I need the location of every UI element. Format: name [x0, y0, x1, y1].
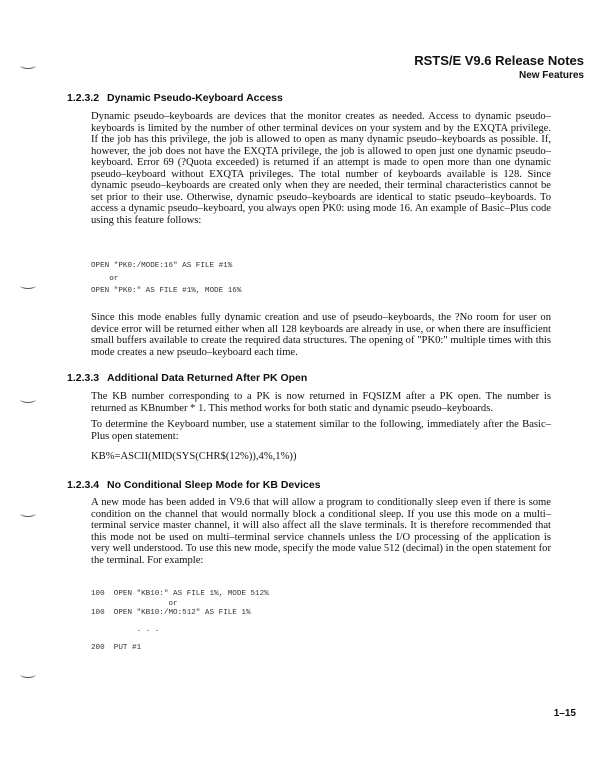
- header-title: RSTS/E V9.6 Release Notes: [414, 53, 584, 68]
- code-line: 100 OPEN "KB10:/MO:512" AS FILE 1%: [91, 609, 251, 617]
- paragraph: Since this mode enables fully dynamic creation and use of pseudo–keyboards, the ?No room for user on device error will be returned either when all 128 keyboards are already in use, or when there are insufficient small buffers available to create the required data structures. The opening of "PK0:" multiple times with this mode creates a new pseudo–keyboard each time.: [91, 312, 551, 358]
- code-line: OPEN "PK0:" AS FILE #1%, MODE 16%: [91, 287, 242, 295]
- paragraph: Dynamic pseudo–keyboards are devices that the monitor creates as needed. Access to dynamic pseudo–keyboards is limited by the number of other terminal devices on your system and by the EXQTA privilege. If the job has this privilege, the job is allowed to open as many dynamic pseudo–keyboards as possible. If, however, the job does not have the EXQTA privilege, the job is allowed to open just one dynamic pseudo–keyboard. Error 69 (?Quota exceeded) is returned if an attempt is made to open more than one dynamic pseudo–keyboard without EXQTA privileges. The total number of keyboards available is 128. Since dynamic pseudo–keyboards are created only when they are needed, their terminal characteristics cannot be set prior to their use. Otherwise, dynamic pseudo–keyboards are identical to static pseudo–keyboards. To access a dynamic pseudo–keyboard, you always open PK0: using mode 16. An example of Basic–Plus code using this feature follows:: [91, 111, 551, 226]
- paragraph: The KB number corresponding to a PK is now returned in FQSIZM after a PK open. The number is returned as KBnumber * 1. This method works for both static and dynamic pseudo–keyboards.: [91, 391, 551, 414]
- header-subtitle: New Features: [518, 70, 584, 81]
- margin-mark: [20, 62, 36, 69]
- code-line: OPEN "PK0:/MODE:16" AS FILE #1%: [91, 262, 233, 270]
- section-title: Dynamic Pseudo-Keyboard Access: [107, 92, 283, 104]
- code-line: 100 OPEN "KB10:" AS FILE 1%, MODE 512%: [91, 590, 269, 598]
- margin-mark: [20, 510, 36, 517]
- code-line: . . .: [91, 626, 160, 634]
- margin-mark: [20, 282, 36, 289]
- section-heading: [67, 372, 307, 384]
- section-number: 1.2.3.2: [67, 92, 100, 104]
- section-heading: [67, 92, 283, 104]
- section-title: No Conditional Sleep Mode for KB Devices: [107, 479, 321, 491]
- margin-mark: [20, 396, 36, 403]
- section-number: 1.2.3.3: [67, 372, 100, 384]
- section-number: 1.2.3.4: [67, 479, 100, 491]
- formula: KB%=ASCII(MID(SYS(CHR$(12%)),4%,1%)): [91, 451, 297, 462]
- code-line: or: [91, 600, 178, 608]
- margin-mark: [20, 671, 36, 678]
- code-line: or: [91, 275, 119, 283]
- section-heading: [67, 479, 321, 491]
- paragraph: A new mode has been added in V9.6 that will allow a program to conditionally sleep even if there is some condition on the channel that would normally block a conditional sleep. If you use this mode on a multi–terminal service master channel, it will also affect all the slave terminals. It is therefore recommended that this mode not be used on multi–terminal service channels unless the I/O processing of the application is very well understood. To use this new mode, specify the mode value 512 (decimal) in the open statement for the terminal. For example:: [91, 497, 551, 566]
- paragraph: To determine the Keyboard number, use a statement similar to the following, immediately after the Basic–Plus open statement:: [91, 419, 551, 442]
- code-line: 200 PUT #1: [91, 644, 142, 652]
- page-number: 1–15: [553, 708, 576, 719]
- section-title: Additional Data Returned After PK Open: [107, 372, 308, 384]
